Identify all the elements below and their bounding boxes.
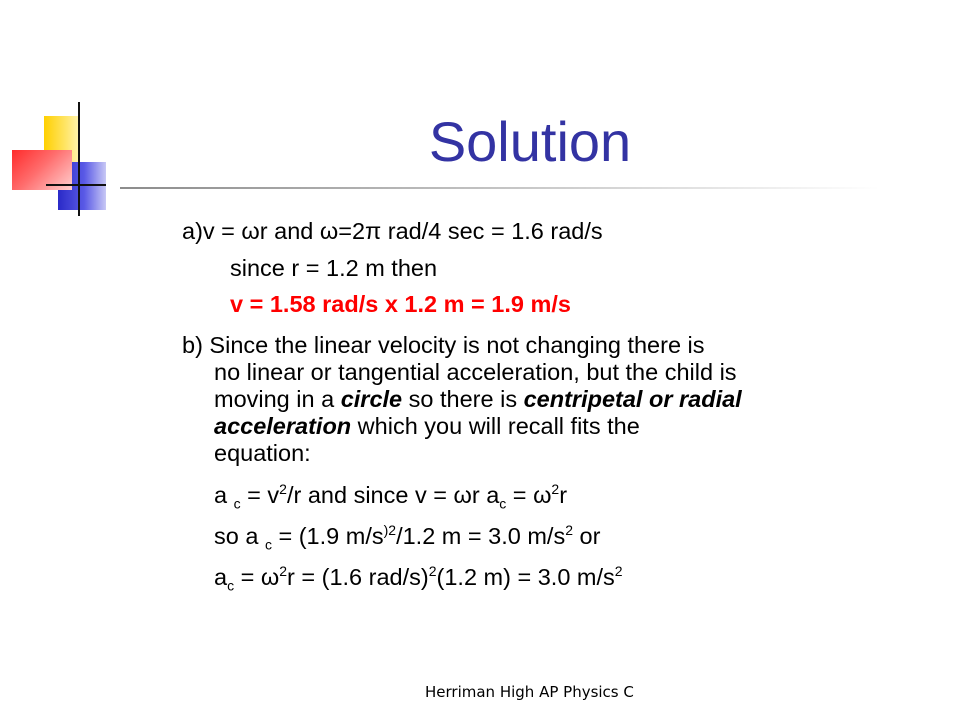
eq1-sup: 2 bbox=[551, 481, 560, 498]
eq3-sub: c bbox=[227, 577, 235, 594]
eq2-part: = (1.9 m/s bbox=[271, 523, 384, 549]
equation-1 bbox=[214, 481, 568, 512]
eq2-sup: )2 bbox=[383, 522, 397, 539]
eq3-sup: 2 bbox=[428, 563, 437, 580]
equation-3 bbox=[214, 563, 623, 594]
equation-2 bbox=[214, 522, 601, 553]
horizontal-line-shape bbox=[46, 184, 106, 186]
slide-title: Solution bbox=[428, 110, 632, 173]
b-line4-post: which you will recall fits the bbox=[351, 413, 640, 439]
eq3-part: = ω bbox=[234, 564, 280, 590]
answer-b-line-1: b) Since the linear velocity is not changing there is bbox=[182, 332, 705, 358]
eq1-part: = v bbox=[240, 482, 280, 508]
slide-footer: Herriman High AP Physics C bbox=[425, 683, 634, 701]
answer-b-line-2: no linear or tangential acceleration, but the child is bbox=[214, 359, 737, 385]
eq2-part: so a bbox=[214, 523, 265, 549]
eq1-sub: c bbox=[499, 495, 507, 512]
title-divider bbox=[120, 187, 880, 189]
decorative-logo bbox=[0, 90, 140, 230]
emphasis-circle: circle bbox=[340, 386, 403, 412]
b-line3-mid: so there is bbox=[402, 386, 524, 412]
eq3-part: a bbox=[214, 564, 228, 590]
eq2-part: /1.2 m = 3.0 m/s bbox=[396, 523, 566, 549]
eq1-sub: c bbox=[233, 495, 241, 512]
eq1-sup: 2 bbox=[279, 481, 287, 498]
eq3-part: r = (1.6 rad/s) bbox=[287, 564, 429, 590]
eq3-part: (1.2 m) = 3.0 m/s bbox=[436, 564, 615, 590]
eq1-part: /r and since v = ωr a bbox=[286, 482, 500, 508]
eq1-part: r bbox=[559, 482, 568, 508]
emphasis-acceleration: acceleration bbox=[214, 413, 352, 439]
answer-a-line-1: a)v = ωr and ω=2π rad/4 sec = 1.6 rad/s bbox=[182, 218, 603, 244]
eq3-sup: 2 bbox=[614, 563, 623, 580]
eq3-sup: 2 bbox=[279, 563, 288, 580]
eq2-part: or bbox=[573, 523, 601, 549]
answer-b-line-4 bbox=[214, 413, 640, 440]
eq2-sub: c bbox=[264, 536, 272, 553]
answer-b-line-3 bbox=[214, 386, 742, 413]
eq1-part: = ω bbox=[506, 482, 552, 508]
emphasis-centripetal: centripetal or radial bbox=[523, 386, 742, 412]
answer-b-line-5: equation: bbox=[214, 440, 311, 466]
answer-a-line-2: since r = 1.2 m then bbox=[230, 255, 438, 281]
eq1-part: a bbox=[214, 482, 234, 508]
vertical-line-shape bbox=[78, 102, 80, 216]
answer-a-result: v = 1.58 rad/s x 1.2 m = 1.9 m/s bbox=[230, 291, 571, 317]
b-line3-pre: moving in a bbox=[214, 386, 341, 412]
eq2-sup: 2 bbox=[565, 522, 574, 539]
